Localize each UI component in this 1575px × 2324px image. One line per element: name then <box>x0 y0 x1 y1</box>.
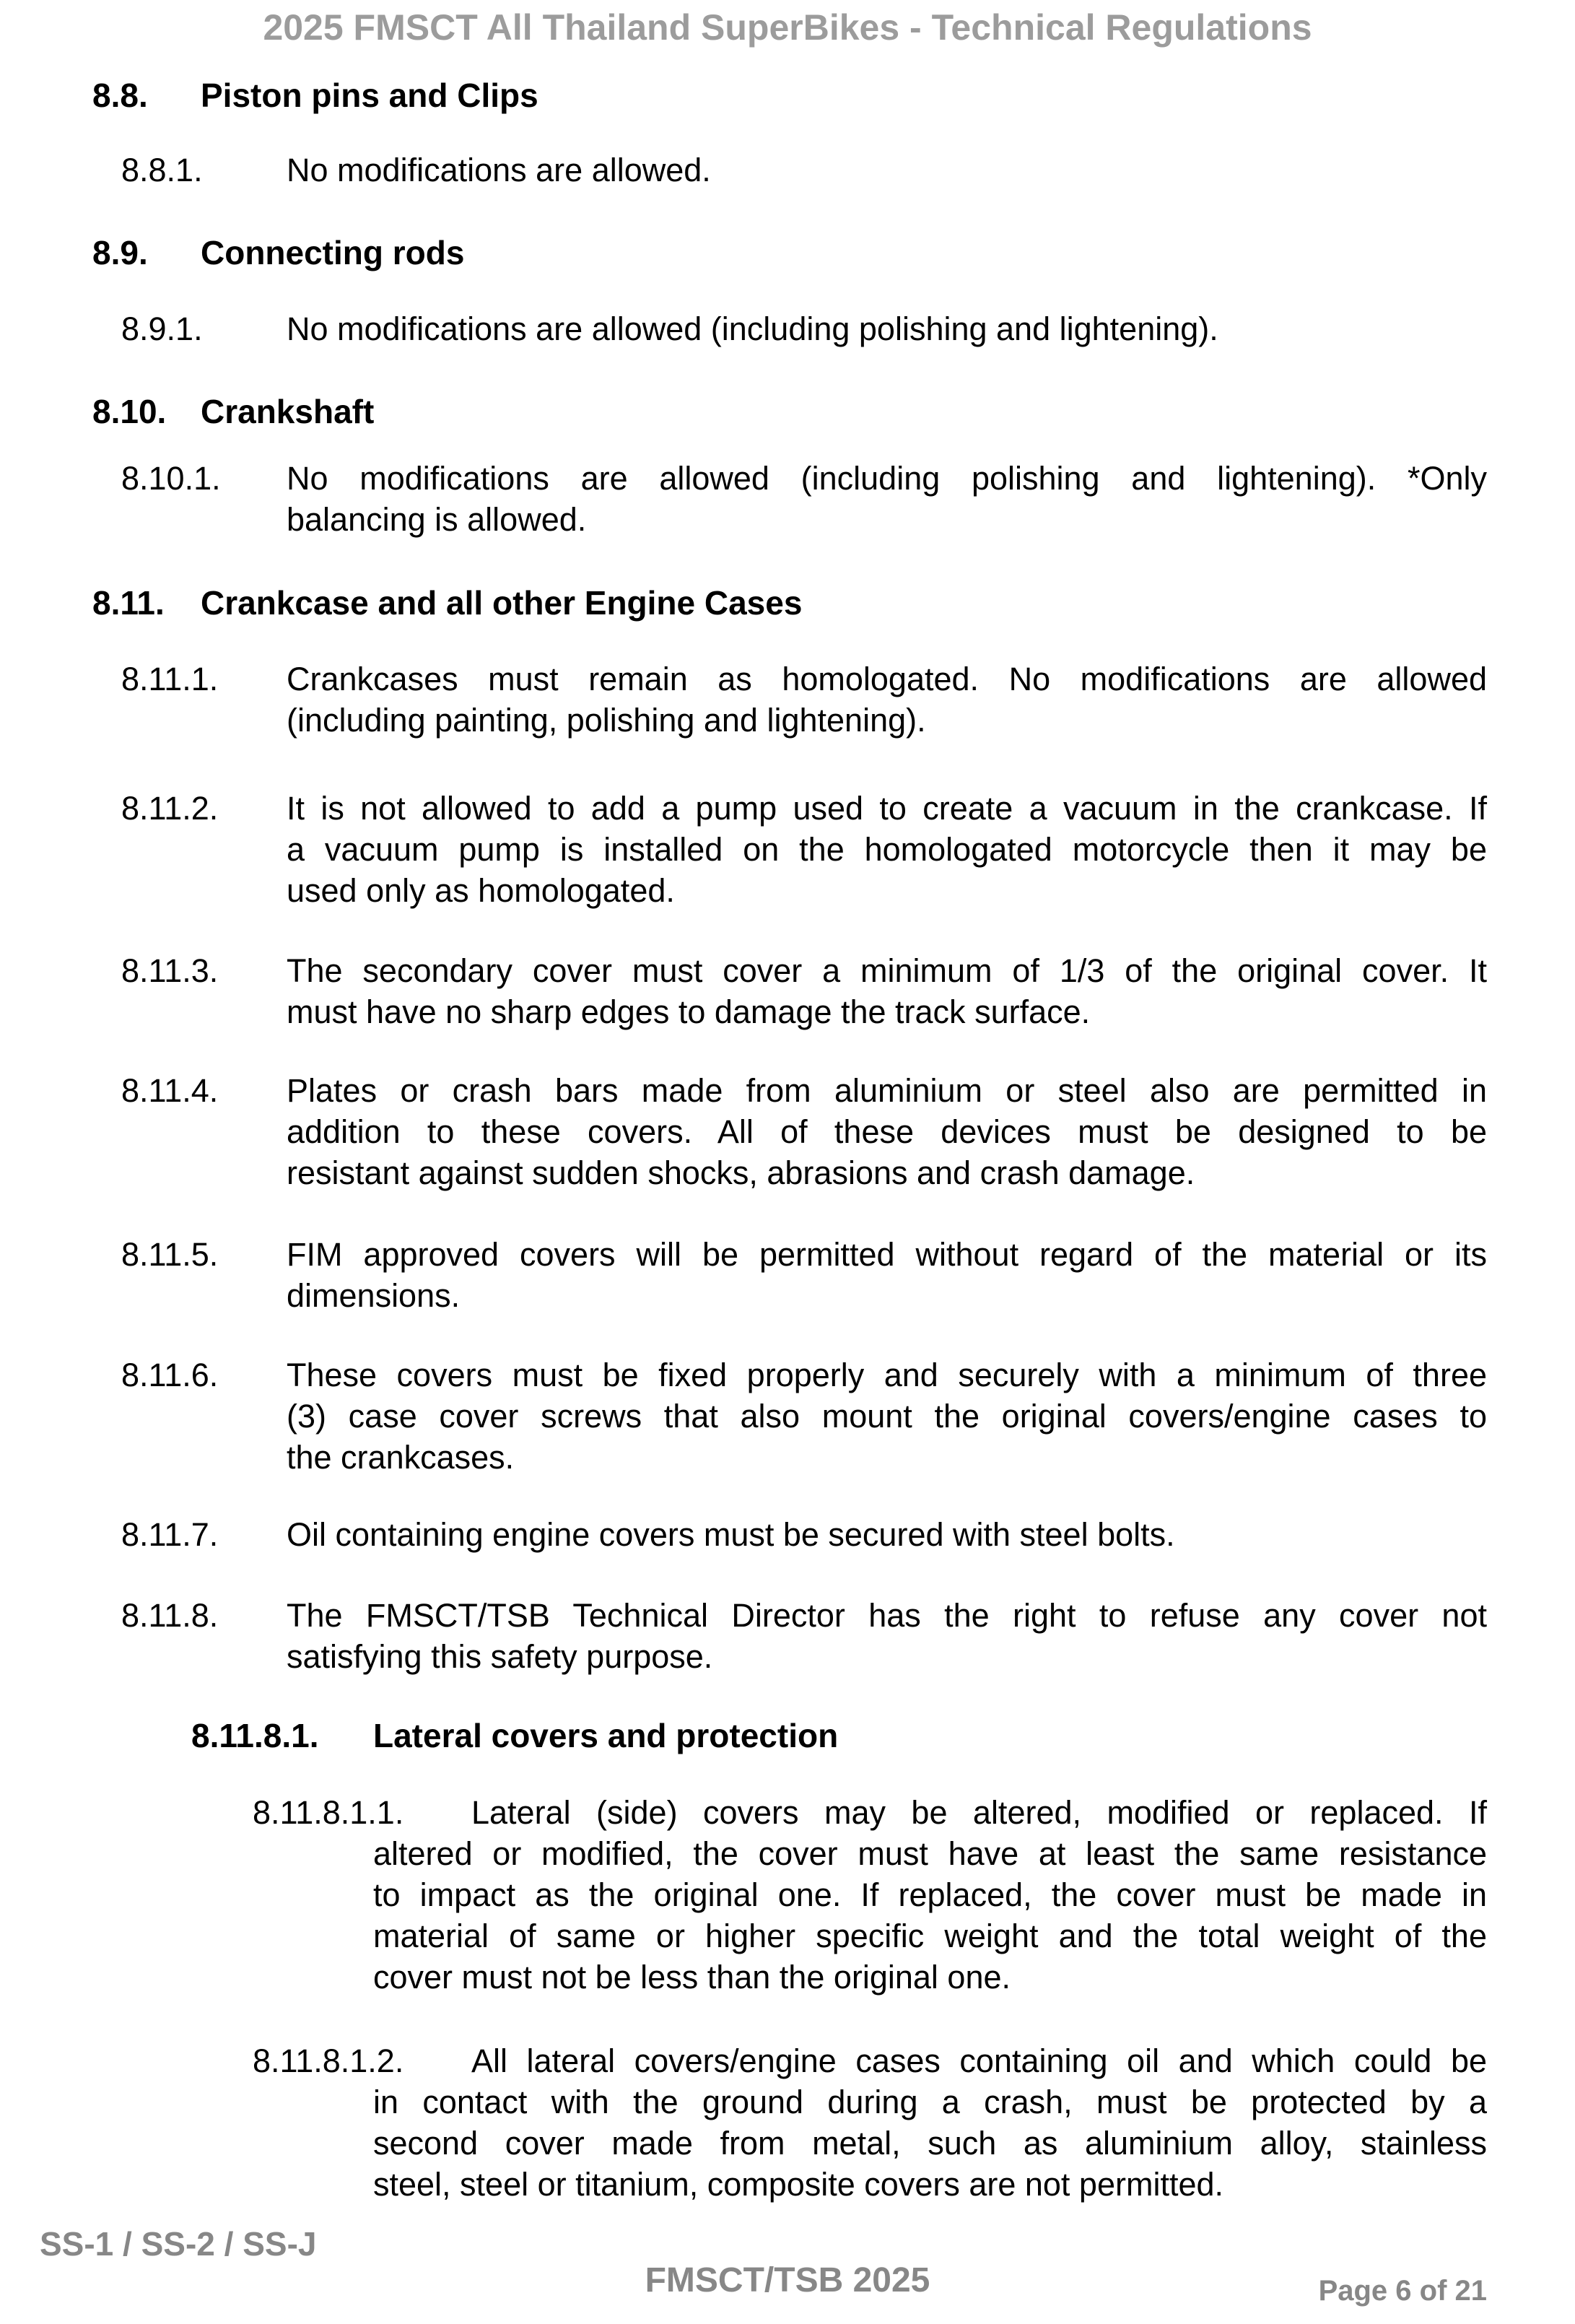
section-heading <box>0 391 1575 432</box>
clause-line: No modifications are allowed. <box>287 152 711 188</box>
clause-line: Lateral (side) covers may be altered, modified or replaced. If <box>471 1794 1487 1831</box>
document-header-title: 2025 FMSCT All Thailand SuperBikes - Technical Regulations <box>263 7 1312 48</box>
clause-item <box>0 1234 1575 1316</box>
clause-number: 8.11.8.1.2. <box>253 2042 404 2079</box>
clause-number: 8.11.4. <box>121 1072 219 1109</box>
clause-number: 8.11.8.1.1. <box>253 1794 404 1831</box>
section-number: 8.11. <box>92 584 165 622</box>
clause-line: a vacuum pump is installed on the homologated motorcycle then it may be <box>287 831 1487 868</box>
clause-line: steel, steel or titanium, composite covers are not permitted. <box>373 2166 1224 2203</box>
section-number: 8.10. <box>92 393 167 430</box>
clause-number: 8.11.3. <box>121 952 219 989</box>
section-title: Piston pins and Clips <box>201 77 538 114</box>
clause-item <box>0 1354 1575 1478</box>
clause-number: 8.11.7. <box>121 1516 219 1553</box>
clause-item <box>0 788 1575 911</box>
section-heading <box>0 75 1575 116</box>
clause-line: No modifications are allowed (including polishing and lightening). <box>287 310 1218 347</box>
clause-line: in contact with the ground during a crash, must be protected by a <box>373 2084 1487 2120</box>
clause-item <box>0 1792 1575 1998</box>
clause-number: 8.11.1. <box>121 661 219 697</box>
clause-line: to impact as the original one. If replaced, the cover must be made in <box>373 1876 1487 1913</box>
clause-item <box>0 149 1575 191</box>
section-title: Crankcase and all other Engine Cases <box>201 584 803 622</box>
clause-line: Oil containing engine covers must be secured with steel bolts. <box>287 1516 1175 1553</box>
section-heading <box>0 583 1575 624</box>
clause-line: second cover made from metal, such as aluminium alloy, stainless <box>373 2125 1487 2162</box>
clause-line: altered or modified, the cover must have at least the same resistance <box>373 1835 1487 1872</box>
clause-item <box>0 458 1575 540</box>
section-number: 8.9. <box>92 234 148 271</box>
clause-line: cover must not be less than the original one. <box>373 1959 1011 1996</box>
clause-line: (3) case cover screws that also mount the original covers/engine cases to <box>287 1398 1487 1435</box>
clause-line: These covers must be fixed properly and securely with a minimum of three <box>287 1357 1487 1393</box>
clause-item <box>0 1595 1575 1677</box>
clause-line: No modifications are allowed (including polishing and lightening). *Only <box>287 460 1487 497</box>
section-number: 8.8. <box>92 77 148 114</box>
clause-line: the crankcases. <box>287 1439 515 1476</box>
clause-item <box>0 950 1575 1032</box>
clause-line: The secondary cover must cover a minimum of 1/3 of the original cover. It <box>287 952 1487 989</box>
clause-item <box>0 1514 1575 1555</box>
clause-line: (including painting, polishing and lightening). <box>287 702 926 739</box>
clause-number: 8.10.1. <box>121 460 221 497</box>
section-heading <box>0 232 1575 274</box>
clause-number: 8.11.2. <box>121 790 219 827</box>
section-title: Connecting rods <box>201 234 465 271</box>
clause-number: 8.8.1. <box>121 152 203 188</box>
clause-line: It is not allowed to add a pump used to create a vacuum in the crankcase. If <box>287 790 1487 827</box>
clause-line: material of same or higher specific weight and the total weight of the <box>373 1918 1487 1954</box>
footer-class-codes: SS-1 / SS-2 / SS-J <box>40 2225 317 2263</box>
sub-section-title: Lateral covers and protection <box>373 1717 839 1754</box>
clause-number: 8.11.5. <box>121 1236 219 1273</box>
clause-line: addition to these covers. All of these devices must be designed to be <box>287 1113 1487 1150</box>
clause-item <box>0 658 1575 741</box>
clause-line: dimensions. <box>287 1277 461 1314</box>
sub-section-heading <box>0 1715 1575 1757</box>
clause-line: satisfying this safety purpose. <box>287 1638 713 1675</box>
clause-line: used only as homologated. <box>287 872 675 909</box>
footer-page-number: Page 6 of 21 <box>1318 2275 1487 2307</box>
clause-line: The FMSCT/TSB Technical Director has the right to refuse any cover not <box>287 1597 1487 1634</box>
sub-section-number: 8.11.8.1. <box>191 1717 319 1754</box>
clause-item <box>0 308 1575 349</box>
clause-number: 8.11.8. <box>121 1597 219 1634</box>
clause-line: Crankcases must remain as homologated. No modifications are allowed <box>287 661 1487 697</box>
clause-line: All lateral covers/engine cases containing oil and which could be <box>471 2042 1487 2079</box>
clause-line: resistant against sudden shocks, abrasions and crash damage. <box>287 1154 1195 1191</box>
clause-item <box>0 1070 1575 1193</box>
clause-line: FIM approved covers will be permitted without regard of the material or its <box>287 1236 1487 1273</box>
clause-line: must have no sharp edges to damage the track surface. <box>287 993 1091 1030</box>
clause-item <box>0 2040 1575 2205</box>
clause-number: 8.11.6. <box>121 1357 219 1393</box>
footer-document-code: FMSCT/TSB 2025 <box>645 2261 930 2299</box>
clause-line: balancing is allowed. <box>287 501 587 538</box>
clause-line: Plates or crash bars made from aluminium or steel also are permitted in <box>287 1072 1487 1109</box>
clause-number: 8.9.1. <box>121 310 203 347</box>
section-title: Crankshaft <box>201 393 375 430</box>
